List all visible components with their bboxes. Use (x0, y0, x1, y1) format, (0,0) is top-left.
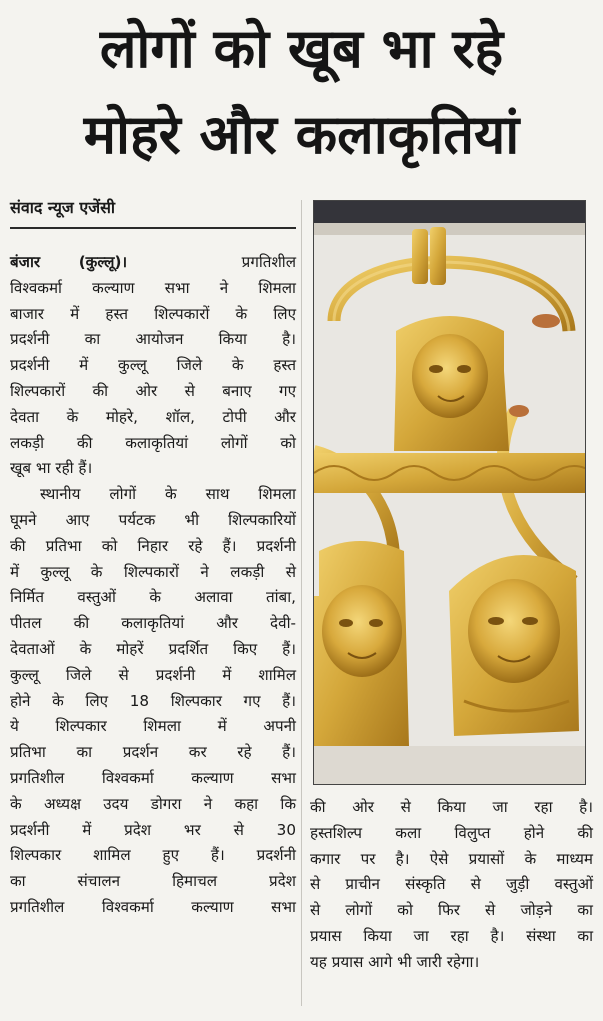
article-line: के अध्यक्ष उदय डोगरा ने कहा कि (10, 794, 296, 813)
article-line: बंजार (कुल्लू)। प्रगतिशील (10, 253, 297, 271)
article-line: की ओर से किया जा रहा है। (310, 798, 593, 816)
article-line: बाजार में हस्त शिल्पकारों के लिए (10, 304, 296, 323)
headline-line-2: मोहरे और कलाकृतियां (83, 103, 520, 166)
article-line: शिल्पकारों की ओर से बनाए गए (10, 381, 296, 400)
article-left-column (10, 250, 296, 921)
article-line: कुल्लू जिले से प्रदर्शनी में शामिल (10, 665, 296, 684)
column-divider (301, 200, 302, 1006)
article-line: देवताओं के मोहरें प्रदर्शित किए हैं। (10, 639, 296, 658)
article-line: प्रगतिशील विश्वकर्मा कल्याण सभा (10, 768, 296, 787)
article-line: शिल्पकार शामिल हुए हैं। प्रदर्शनी (10, 846, 296, 865)
byline: संवाद न्यूज एजेंसी (10, 198, 116, 217)
article-line: प्रदर्शनी में प्रदेश भर से 30 (10, 820, 296, 839)
article-line: निर्मित वस्तुओं के अलावा तांबा, (10, 588, 296, 607)
dateline: बंजार (कुल्लू)। (10, 253, 128, 271)
article-line: होने के लिए 18 शिल्पकार गए हैं। (10, 691, 296, 710)
article-line: लकड़ी की कलाकृतियां लोगों को (10, 433, 296, 452)
article-line: विश्वकर्मा कल्याण सभा ने शिमला (10, 278, 296, 297)
article-line: से प्राचीन संस्कृति से जुड़ी वस्तुओं (310, 875, 593, 894)
article-line: प्रदर्शनी में कुल्लू जिले के हस्त (10, 356, 296, 375)
article-line: खूब भा रही हैं। (10, 459, 93, 478)
byline-rule (10, 227, 296, 229)
article-line: प्रयास किया जा रहा है। संस्था का (310, 926, 593, 945)
article-line: प्रदर्शनी का आयोजन किया है। (10, 330, 296, 349)
article-line: घूमने आए पर्यटक भी शिल्पकारियों (10, 510, 296, 529)
article-line: प्रतिभा का प्रदर्शन कर रहे हैं। (10, 743, 296, 762)
article-line: हस्तशिल्प कला विलुप्त होने की (310, 823, 593, 842)
article-right-column (310, 795, 593, 976)
article-line: यह प्रयास आगे भी जारी रहेगा। (310, 952, 480, 971)
article-line: से लोगों को फिर से जोड़ने का (310, 901, 593, 920)
article-line: कगार पर है। ऐसे प्रयासों के माध्यम (310, 849, 593, 868)
article-line: देवता के मोहरे, शॉल, टोपी और (10, 407, 296, 426)
article-line: ये शिल्पकार शिमला में अपनी (10, 717, 296, 736)
article-line: का संचालन हिमाचल प्रदेश (10, 872, 296, 891)
article-line: स्थानीय लोगों के साथ शिमला (40, 485, 296, 504)
article-line: पीतल की कलाकृतियां और देवी- (10, 614, 296, 633)
article-line: में कुल्लू के शिल्पकारों ने लकड़ी से (10, 562, 296, 581)
article-line: प्रगतिशील विश्वकर्मा कल्याण सभा (10, 897, 296, 916)
article-line: की प्रतिभा को निहार रहे हैं। प्रदर्शनी (10, 536, 296, 555)
article-photo (313, 200, 586, 785)
headline-line-1: लोगों को खूब भा रहे (99, 17, 504, 80)
deity-masks-photo (314, 201, 585, 784)
